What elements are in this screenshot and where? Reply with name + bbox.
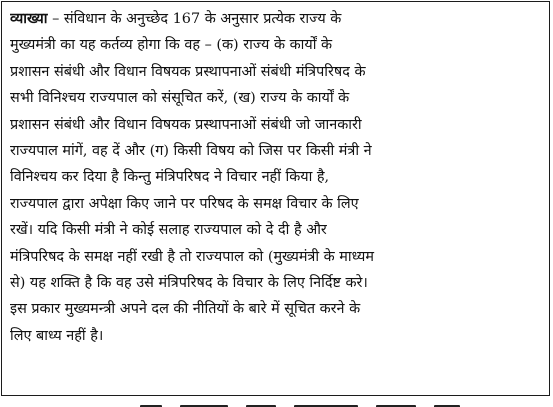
explanation-heading: व्याख्या	[10, 10, 48, 27]
text-line-12: इस प्रकार मुख्यमन्त्री अपने दल की नीतियों के बारे में सूचित करने के	[10, 301, 361, 318]
text-line-7: विनिश्चय कर दिया है किन्तु मंत्रिपरिषद ने विचार नहीं किया है,	[10, 169, 330, 186]
text-line-11: से) यह शक्ति है कि वह उसे मंत्रिपरिषद के विचार के लिए निर्दिष्ट करे।	[10, 275, 368, 292]
text-line-3: प्रशासन संबंधी और विधान विषयक प्रस्थापनाओं संबंधी मंत्रिपरिषद के	[10, 63, 366, 80]
text-line-1-body: – संविधान के अनुच्छेद 167 के अनुसार प्रत्येक राज्य के	[47, 11, 342, 27]
text-line-1	[10, 6, 543, 32]
text-line-6: राज्यपाल मांगें, वह दें और (ग) किसी विषय को जिस पर किसी मंत्री ने	[10, 143, 372, 160]
text-line-5: प्रशासन संबंधी और विधान विषयक प्रस्थापनाओं संबंधी जो जानकारी	[10, 116, 362, 133]
cropped-next-line	[140, 398, 540, 407]
text-line-2: मुख्यमंत्री का यह कर्तव्य होगा कि वह – (क) राज्य के कार्यों के	[10, 37, 333, 54]
text-line-4: सभी विनिश्चय राज्यपाल को संसूचित करें, (ख) राज्य के कार्यों के	[10, 90, 350, 107]
text-line-9: रखें। यदि किसी मंत्री ने कोई सलाह राज्यपाल को दे दी है और	[10, 222, 327, 239]
text-line-10: मंत्रिपरिषद के समक्ष नहीं रखी है तो राज्यपाल को (मुख्यमंत्री के माध्यम	[10, 248, 374, 265]
text-line-8: राज्यपाल द्वारा अपेक्षा किए जाने पर परिषद के समक्ष विचार के लिए	[10, 195, 359, 212]
explanation-box	[1, 1, 550, 396]
text-line-13: लिए बाध्य नहीं है।	[10, 327, 104, 344]
